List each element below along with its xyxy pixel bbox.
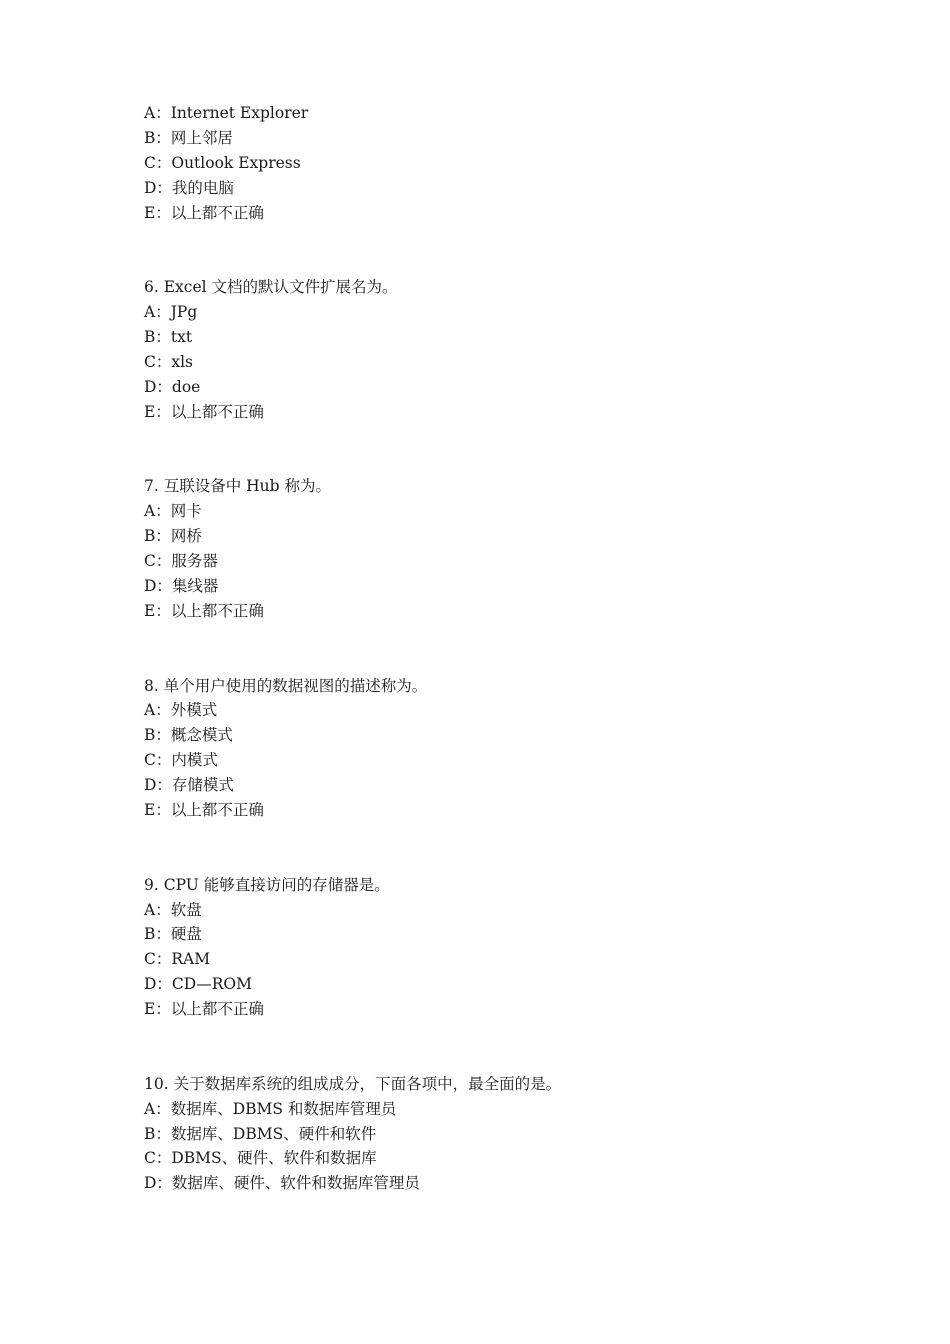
document-page [144,101,844,1196]
option-line: C：内模式 [144,751,218,770]
option-line: C：xls [144,352,194,371]
option-line: E：以上都不正确 [144,601,264,620]
option-line: A：JPg [144,303,198,322]
section-gap [144,425,844,475]
option-line: C：RAM [144,950,211,969]
option-line: B：硬盘 [144,925,202,944]
option-line: A：网卡 [144,502,202,521]
option-line: D：数据库、硬件、软件和数据库管理员 [144,1174,420,1193]
option-line: C：Outlook Express [144,153,301,172]
question-line: 9. CPU 能够直接访问的存储器是。 [144,875,390,894]
option-line: A：外模式 [144,701,218,720]
section-gap [144,225,844,275]
option-line: D：我的电脑 [144,178,234,197]
option-line: D：doe [144,377,201,396]
option-line: B：网桥 [144,527,202,546]
option-line: B：概念模式 [144,726,233,745]
option-line: C：服务器 [144,552,218,571]
option-line: B：txt [144,328,193,347]
option-line: A：Internet Explorer [144,104,309,122]
option-line: D：集线器 [144,576,219,595]
option-line: B：数据库、DBMS、硬件和软件 [144,1124,377,1143]
option-line: E：以上都不正确 [144,402,264,421]
option-line: E：以上都不正确 [144,800,264,819]
option-line: B：网上邻居 [144,128,233,147]
question-line: 6. Excel 文档的默认文件扩展名为。 [144,278,398,297]
section-gap [144,624,844,674]
option-line: A：软盘 [144,900,202,919]
question-line: 8. 单个用户使用的数据视图的描述称为。 [144,676,428,695]
option-line: E：以上都不正确 [144,1000,264,1019]
option-line: D：CD—ROM [144,975,252,994]
option-line: E：以上都不正确 [144,203,264,222]
option-line: A：数据库、DBMS 和数据库管理员 [144,1099,397,1118]
section-gap [144,823,844,873]
option-line: C：DBMS、硬件、软件和数据库 [144,1149,377,1168]
section-gap [144,1022,844,1072]
question-line: 10. 关于数据库系统的组成成分，下面各项中，最全面的是。 [144,1074,562,1093]
question-line: 7. 互联设备中 Hub 称为。 [144,477,331,496]
option-line: D：存储模式 [144,776,234,795]
